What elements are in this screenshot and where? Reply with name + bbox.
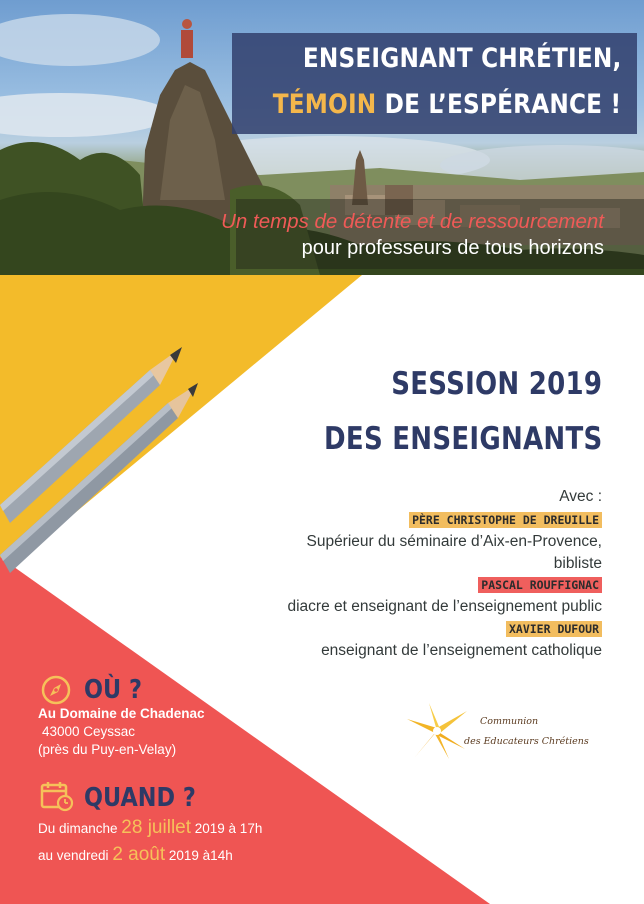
speaker-desc-3: enseignant de l’enseignement catholique [321,642,602,659]
logo-text-line-1: Communion [480,716,539,727]
subtitle-line-1: Un temps de détente et de ressourcement [221,210,604,233]
end-date-line [38,844,233,866]
title-line-1: ENSEIGNANT CHRÉTIEN, [302,43,621,74]
compass-icon [40,674,72,706]
session-title-line-2: DES ENSEIGNANTS [323,421,602,457]
logo-text-line-2: des Educateurs Chrétiens [464,736,589,747]
calendar-clock-icon [40,780,74,812]
when-heading: QUAND ? [84,783,196,813]
where-heading: OÙ ? [84,675,142,705]
venue-name: Au Domaine de Chadenac [38,706,205,721]
title-line-2 [273,89,621,120]
speaker-name-2: PASCAL ROUFFIGNAC [478,577,602,593]
start-prefix: Du dimanche [38,821,122,836]
speaker-desc-1b: bibliste [553,555,602,572]
start-date: 28 juillet [121,817,192,838]
subtitle-line-2: pour professeurs de tous horizons [301,237,604,259]
start-suffix: 2019 à 17h [191,821,263,836]
title-line-2-rest: DE L’ESPÉRANCE ! [376,89,621,120]
start-date-line [38,817,262,839]
venue-address-line-2: (près du Puy-en-Velay) [38,742,177,757]
title-banner [232,33,637,134]
speaker-name-1: PÈRE CHRISTOPHE DE DREUILLE [409,512,602,528]
end-suffix: 2019 à14h [165,848,233,863]
speakers-intro: Avec : [559,488,602,505]
title-accent-word: TÉMOIN [272,89,377,120]
organization-logo-icon [402,700,472,762]
speaker-name-3: XAVIER DUFOUR [506,621,602,637]
end-prefix: au vendredi [38,848,113,863]
speaker-desc-1a: Supérieur du séminaire d’Aix-en-Provence, [306,533,602,550]
session-title-line-1: SESSION 2019 [390,366,602,402]
end-date: 2 août [112,844,166,865]
venue-address-line-1: 43000 Ceyssac [42,724,136,739]
speaker-desc-2: diacre et enseignant de l’enseignement public [287,598,602,615]
